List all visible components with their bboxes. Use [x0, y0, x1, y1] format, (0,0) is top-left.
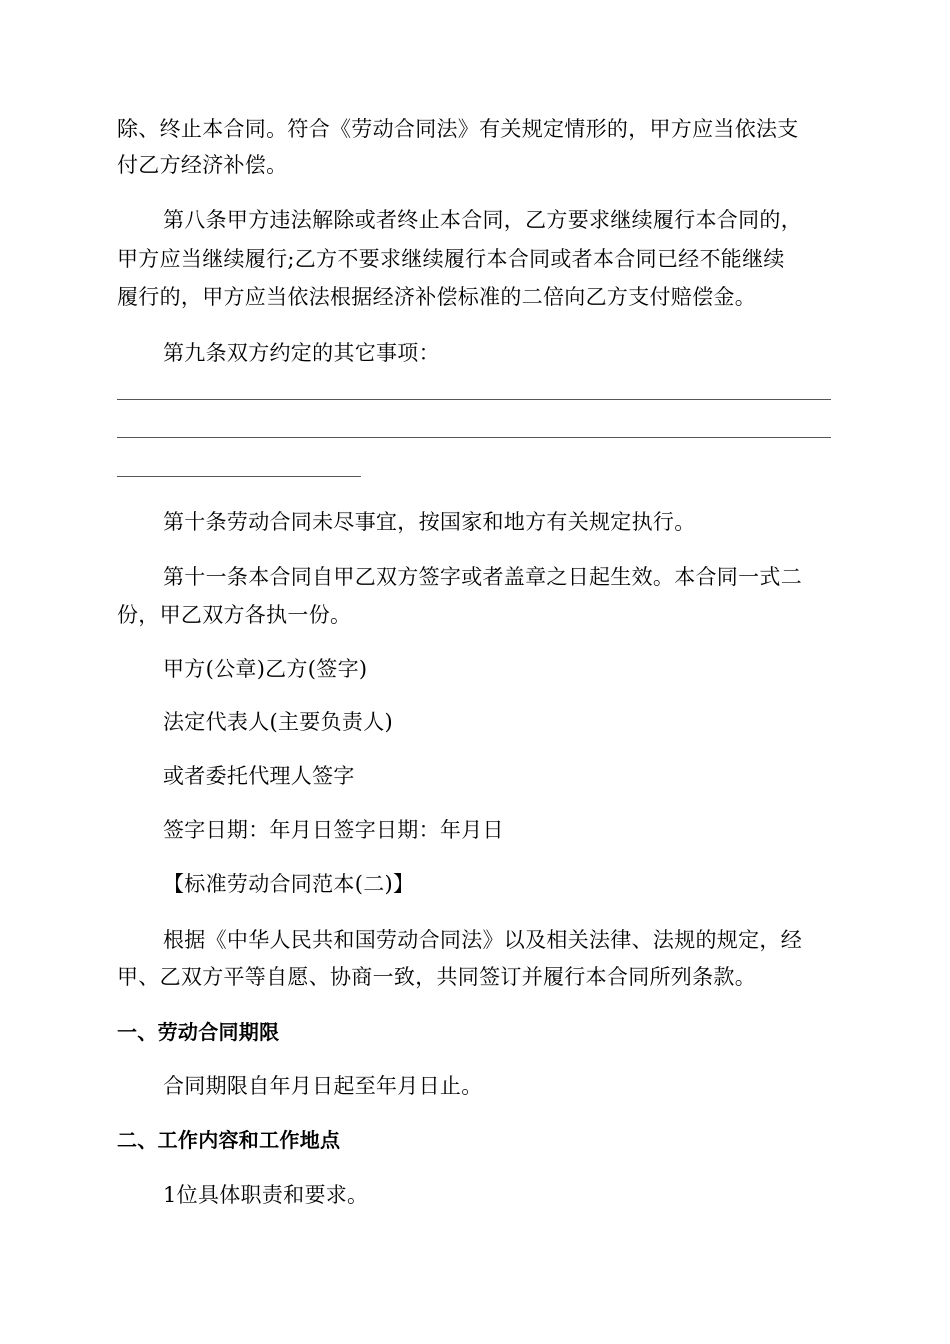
heading-contract-term: 一、劳动合同期限: [117, 1020, 280, 1044]
intro-line: 甲、乙双方平等自愿、协商一致，共同签订并履行本合同所列条款。: [117, 965, 756, 989]
signature-parties: 甲方(公章)乙方(签字): [163, 657, 368, 681]
article-8-line: 履行的，甲方应当依法根据经济补偿标准的二倍向乙方支付赔偿金。: [117, 285, 756, 309]
article-8-line: 甲方应当继续履行;乙方不要求继续履行本合同或者本合同已经不能继续: [117, 247, 785, 271]
heading-work-content: 二、工作内容和工作地点: [117, 1128, 341, 1152]
signature-legal-rep: 法定代表人(主要负责人): [163, 710, 393, 734]
paragraph-line: 付乙方经济补偿。: [117, 153, 288, 177]
article-8-line: 第八条甲方违法解除或者终止本合同，乙方要求继续履行本合同的，: [163, 208, 802, 232]
work-duty-text: 1位具体职责和要求。: [163, 1183, 369, 1207]
article-11-line: 份，甲乙双方各执一份。: [117, 603, 352, 627]
signature-agent: 或者委托代理人签字: [163, 764, 355, 788]
paragraph-line: 除、终止本合同。符合《劳动合同法》有关规定情形的，甲方应当依法支: [117, 117, 799, 141]
blank-fill-line: [117, 399, 831, 400]
contract-term-text: 合同期限自年月日起至年月日止。: [163, 1074, 483, 1098]
blank-fill-line: [117, 476, 361, 477]
article-10: 第十条劳动合同未尽事宜，按国家和地方有关规定执行。: [163, 510, 696, 534]
section-title: 【标准劳动合同范本(二)】: [163, 872, 415, 896]
article-11-line: 第十一条本合同自甲乙双方签字或者盖章之日起生效。本合同一式二: [163, 565, 802, 589]
intro-line: 根据《中华人民共和国劳动合同法》以及相关法律、法规的规定，经: [163, 928, 802, 952]
article-9: 第九条双方约定的其它事项：: [163, 341, 440, 365]
blank-fill-line: [117, 437, 831, 438]
signature-date: 签字日期：年月日签字日期：年月日: [163, 818, 504, 842]
